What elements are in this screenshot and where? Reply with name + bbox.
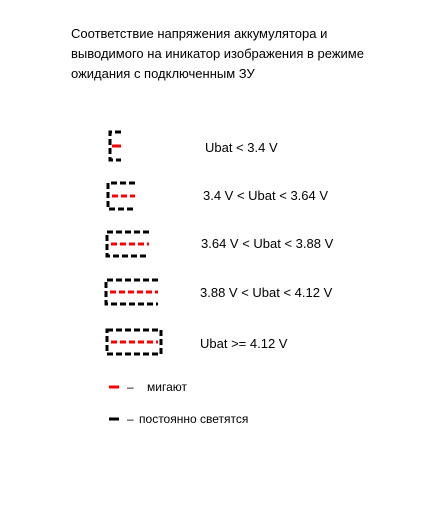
battery-level-1-icon bbox=[110, 132, 121, 160]
row-2-label: 3.4 V < Ubat < 3.64 V bbox=[203, 188, 329, 203]
legend-blink-text: мигают bbox=[147, 380, 187, 394]
title-line-3: ожидания с подключенным ЗУ bbox=[71, 66, 255, 81]
battery-level-5-icon bbox=[107, 330, 161, 354]
legend-blink-symbol: – bbox=[127, 380, 138, 394]
legend-steady-text: постоянно светятся bbox=[139, 412, 249, 426]
legend-blink bbox=[127, 380, 187, 394]
title-line-2: выводимого на иникатор изображения в режиме bbox=[71, 46, 364, 61]
battery-level-4-icon bbox=[106, 280, 158, 304]
row-5-label: Ubat >= 4.12 V bbox=[200, 336, 288, 351]
legend-steady bbox=[127, 412, 248, 426]
row-1-label: Ubat < 3.4 V bbox=[205, 140, 278, 155]
battery-level-2-icon bbox=[108, 183, 135, 209]
title-line-1: Соответствие напряжения аккумулятора и bbox=[71, 26, 328, 41]
row-4-label: 3.88 V < Ubat < 4.12 V bbox=[200, 285, 333, 300]
battery-level-3-icon bbox=[107, 232, 149, 256]
row-3-label: 3.64 V < Ubat < 3.88 V bbox=[201, 236, 334, 251]
legend-steady-symbol: – bbox=[127, 412, 138, 426]
